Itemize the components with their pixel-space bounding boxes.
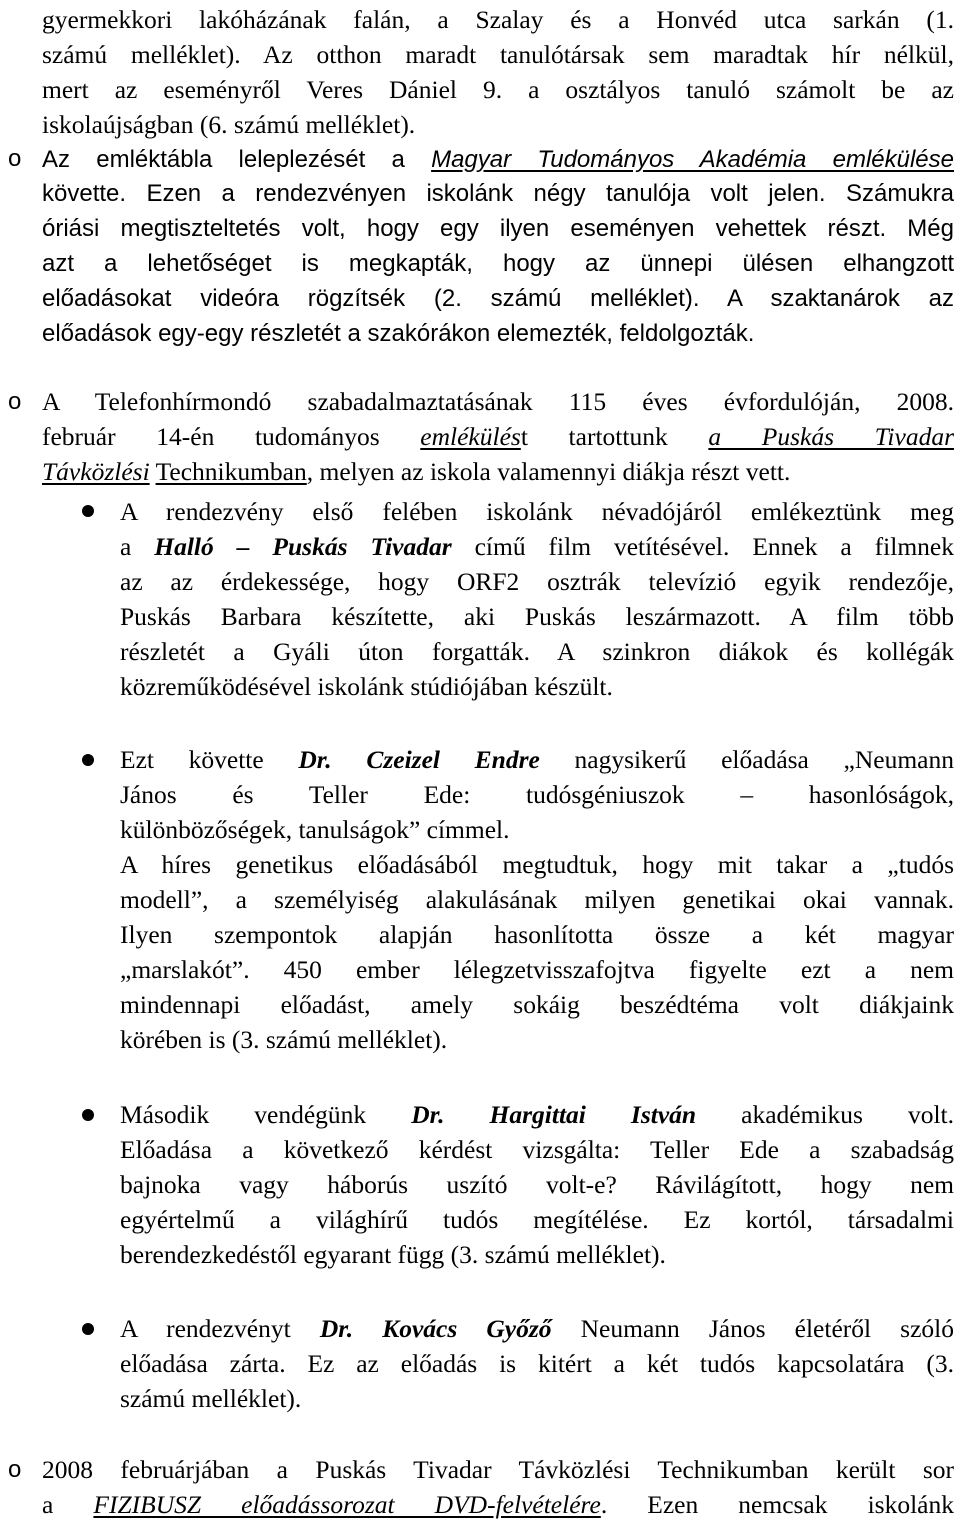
text-line: János és Teller Ede: tudósgéniuszok – hasonlóságok, — [120, 780, 954, 809]
bullet-dot-icon — [82, 505, 94, 517]
text-span: nagysikerű előadása „Neumann — [539, 745, 954, 774]
text-line: előadása zárta. Ez az előadás is kitért a két tudós kapcsolatára (3. — [120, 1349, 954, 1378]
text-line — [120, 1311, 954, 1346]
text-line: előadásokat videóra rögzítsék (2. számú melléklet). A szaktanárok az — [42, 285, 954, 312]
text-line: A Telefonhírmondó szabadalmaztatásának 115 éves évfordulóján, 2008. — [42, 387, 954, 416]
text-line: egyértelmű a világhírű tudós megítélése. Ez kortól, társadalmi — [120, 1205, 954, 1234]
text-line: azt a lehetőséget is megkapták, hogy az ünnepi ülésen elhangzott — [42, 250, 954, 277]
text-line: óriási megtiszteltetés volt, hogy egy ilyen eseményen vehettek részt. Még — [42, 215, 954, 242]
text-line: A híres genetikus előadásából megtudtuk, hogy mit takar a „tudós — [120, 850, 954, 879]
text-line: közreműködésével iskolánk stúdiójában készült. — [120, 672, 613, 701]
text-span: című film vetítésével. Ennek a filmnek — [451, 532, 954, 561]
speaker-name: Dr. Czeizel Endre — [298, 745, 540, 774]
bullet-dot-icon — [82, 1323, 94, 1335]
text-line: A rendezvény első felében iskolánk névadójáról emlékeztünk meg — [120, 497, 954, 526]
text-span: Második vendégünk — [120, 1100, 412, 1129]
school-link[interactable]: a Puskás Tivadar — [708, 422, 954, 451]
text-span: akadémikus volt. — [696, 1100, 954, 1129]
text-line: mindennapi előadást, amely sokáig beszédtéma volt diákjaink — [120, 990, 954, 1019]
text-line: különbözőségek, tanulságok” címmel. — [120, 815, 510, 844]
event-link[interactable]: Magyar Tudományos Akadémia emlékülése — [431, 146, 954, 173]
text-line — [120, 742, 954, 777]
text-span: A rendezvényt — [120, 1314, 320, 1343]
film-title: Halló – Puskás Tivadar — [154, 532, 452, 561]
text-line: részletét a Gyáli úton forgatták. A szinkron diákok és kollégák — [120, 637, 954, 666]
school-link[interactable]: Távközlési — [42, 457, 150, 486]
text-line: követte. Ezen a rendezvényen iskolánk négy tanulója volt jelen. Számukra — [42, 180, 954, 207]
event-link[interactable]: emlékülés — [420, 422, 521, 451]
text-line: „marslakót”. 450 ember lélegzetvisszafojtva figyelte ezt a nem — [120, 955, 954, 984]
text-line: modell”, a személyiség alakulásának milyen genetikai okai vannak. — [120, 885, 954, 914]
text-span: Az emléktábla leleplezését a — [42, 146, 432, 173]
text-line: az az érdekessége, hogy ORF2 osztrák televízió egyik rendezője, — [120, 567, 954, 596]
dvd-link[interactable]: FIZIBUSZ előadássorozat DVD-felvételére — [93, 1490, 601, 1519]
text-line — [120, 1097, 954, 1132]
text-span: . Ezen nemcsak iskolánk — [600, 1490, 954, 1519]
text-line: bajnoka vagy háborús uszító volt-e? Rávilágított, hogy nem — [120, 1170, 954, 1199]
text-line: gyermekkori lakóházának falán, a Szalay és a Honvéd utca sarkán (1. — [42, 5, 954, 34]
text-line — [120, 529, 954, 564]
text-line: körében is (3. számú melléklet). — [120, 1025, 448, 1054]
speaker-name: Dr. Hargittai István — [411, 1100, 697, 1129]
text-line: Előadása a következő kérdést vizsgálta: Teller Ede a szabadság — [120, 1135, 954, 1164]
text-line — [42, 1487, 954, 1522]
bullet-dot-icon — [82, 1109, 94, 1121]
circle-bullet-icon: o — [8, 145, 22, 172]
text-span: , melyen az iskola valamennyi diákja részt vett. — [306, 457, 791, 486]
circle-bullet-icon: o — [8, 388, 22, 415]
speaker-name: Dr. Kovács Győző — [319, 1314, 552, 1343]
bullet-dot-icon — [82, 754, 94, 766]
text-line: számú melléklet). Az otthon maradt tanulótársak sem maradtak hír nélkül, — [42, 40, 954, 69]
text-span: a — [42, 1490, 94, 1519]
text-span: t tartottunk — [520, 422, 709, 451]
text-line: berendezkedéstől egyarant függ (3. számú melléklet). — [120, 1240, 666, 1269]
text-line: Puskás Barbara készítette, aki Puskás leszármazott. A film több — [120, 602, 954, 631]
circle-bullet-icon: o — [8, 1456, 22, 1483]
text-line — [42, 454, 954, 489]
text-span: a — [120, 532, 155, 561]
text-line: 2008 februárjában a Puskás Tivadar Távközlési Technikumban került sor — [42, 1455, 954, 1484]
text-line: előadások egy-egy részletét a szakórákon elemezték, feldolgozták. — [42, 320, 755, 347]
text-line — [42, 141, 954, 176]
text-line: mert az eseményről Veres Dániel 9. a osztályos tanuló számolt be az — [42, 75, 954, 104]
school-link[interactable]: Technikumban — [155, 457, 307, 486]
text-span: Neumann János életéről szóló — [551, 1314, 954, 1343]
text-line: Ilyen szempontok alapján hasonlította össze a két magyar — [120, 920, 954, 949]
text-span: február 14-én tudományos — [42, 422, 421, 451]
text-line: számú melléklet). — [120, 1384, 302, 1413]
text-span: Ezt követte — [120, 745, 299, 774]
text-line — [42, 419, 954, 454]
text-line: iskolaújságban (6. számú melléklet). — [42, 110, 416, 139]
